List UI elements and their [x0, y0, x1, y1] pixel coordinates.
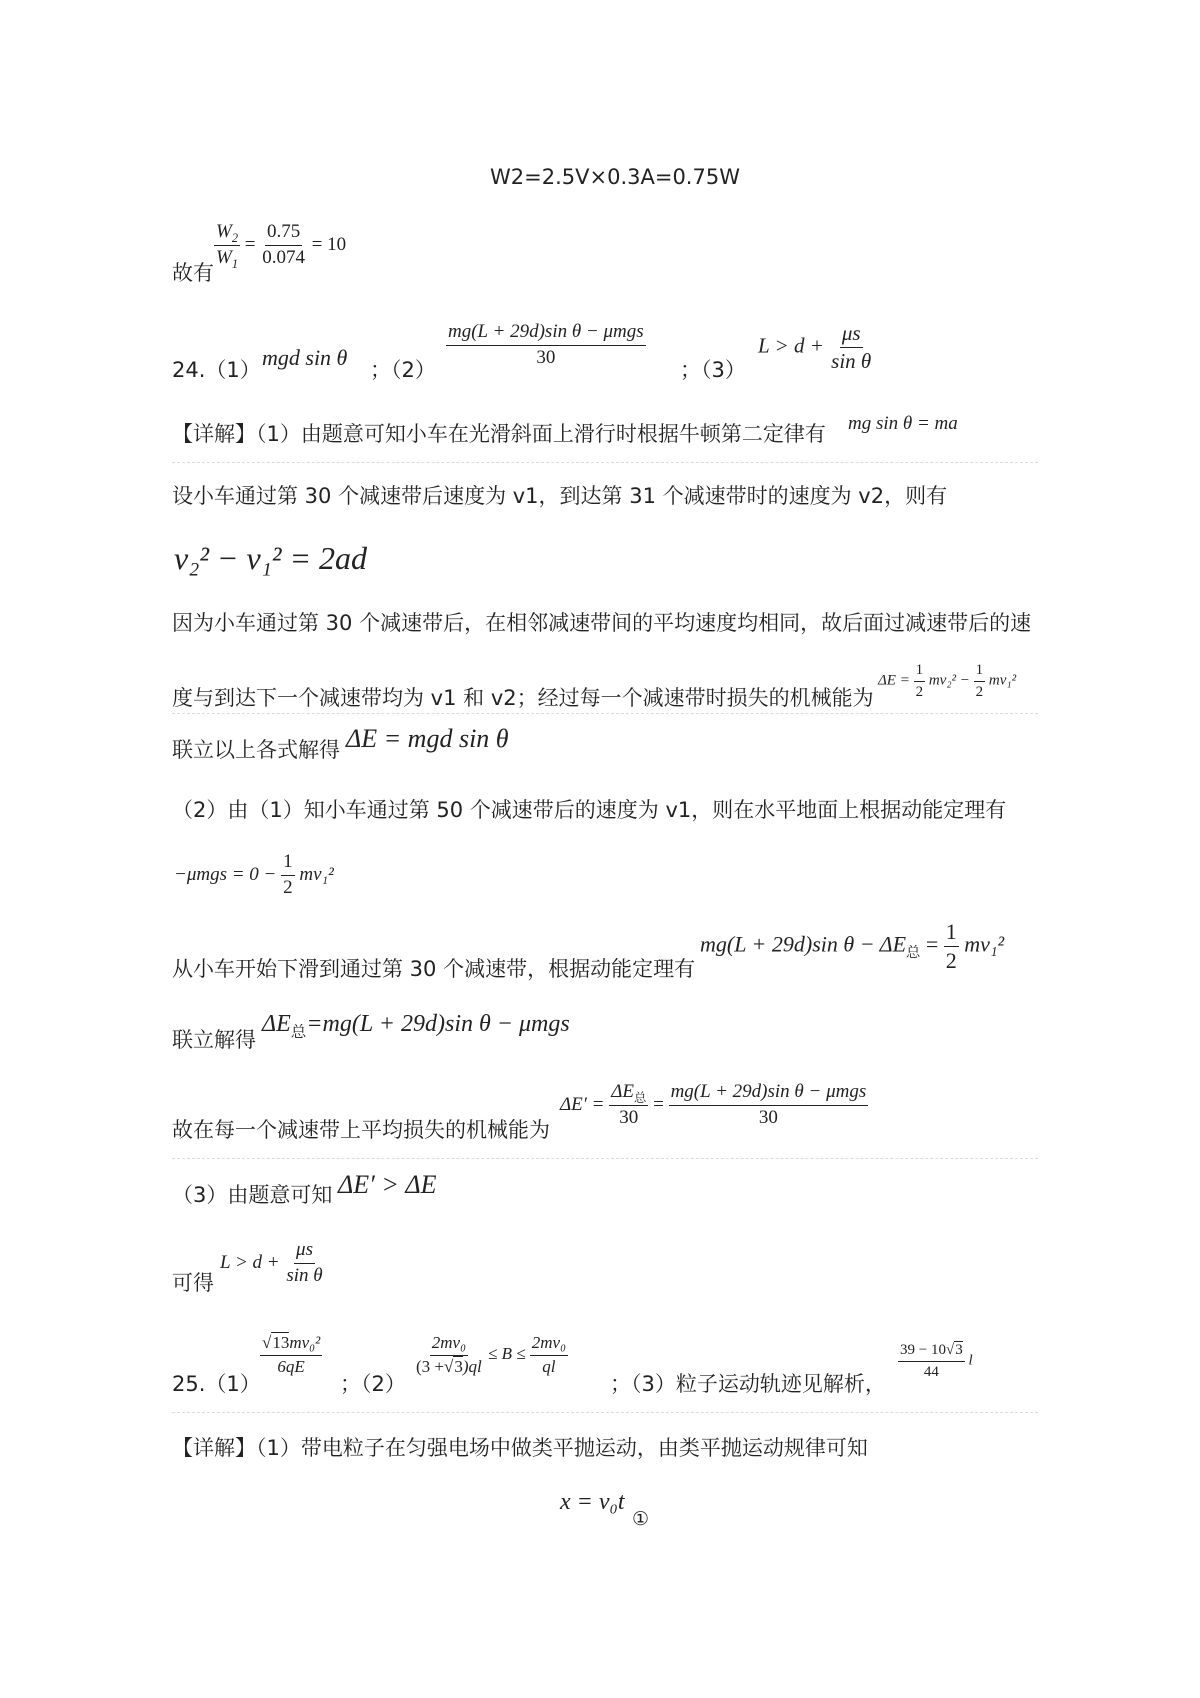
average-loss-equation: ΔE′ = $\frac{\Delta E_总}{30}$ = $\frac{\text{mg(L + 29d)sin θ − μmgs}}{30}$: [560, 1081, 867, 1128]
q25-answer-1: $\frac{\text{√13mv₀²}}{6qE}$: [262, 1333, 321, 1376]
separator: [172, 713, 1038, 714]
because-text: 因为小车通过第 30 个减速带后，在相邻减速带间的平均速度均相同，故后面过减速带后的速: [172, 611, 1032, 635]
set-velocity-text: 设小车通过第 30 个减速带后速度为 v1，到达第 31 个减速带时的速度为 v2，则有: [172, 484, 948, 508]
q25-answer-3: $\frac{39 - 10√3}{44}$ l: [900, 1342, 973, 1380]
q25-sep-3: ；（3）粒子运动轨迹见解析，: [610, 1372, 886, 1396]
x-equation: x = v₀t: [560, 1489, 625, 1515]
q24-sep-2: ；（2）: [370, 358, 436, 382]
delta-e-definition: ΔE = $\frac{1}{2}$ mv₂² − $\frac{1}{2}$ mv₁²: [878, 662, 1017, 700]
q24-answer-3: L > d + $\frac{\mu s}{\text{sin θ}}$: [758, 321, 872, 374]
ratio-equation: $\frac{W_2}{W_1}$ = $\frac{0.75}{0.074}$ = 10: [216, 221, 347, 271]
q25-sep-2: ；（2）: [340, 1372, 406, 1396]
total-loss-equation: $\Delta E_总=mg(L + 29d)\sin$ θ − μmgs: [262, 1011, 570, 1041]
q24-answer-1: mgd sin θ: [262, 345, 348, 370]
detail-24-intro: 【详解】（1）由题意可知小车在光滑斜面上滑行时根据牛顿第二定律有: [172, 422, 826, 446]
lianli-text-2: 联立解得: [172, 1028, 256, 1052]
circled-number-1: ①: [632, 1508, 650, 1530]
energy-theorem-equation: mg(L + 29d)sin $\theta - \Delta E_总$ = $\frac{1}{2}$ mv₁²: [700, 919, 1005, 974]
delta-e-result: ΔE = mgd sin θ: [346, 724, 509, 753]
ground-equation: −μmgs = 0 − $\frac{1}{2}$ mv₁²: [174, 851, 334, 898]
q25-label: 25.（1）: [172, 1372, 261, 1396]
w2-equation: W2=2.5V×0.3A=0.75W: [490, 165, 740, 189]
q24-label: 24.（1）: [172, 358, 261, 382]
guyou-label: 故有: [172, 261, 214, 285]
kinematics-equation: v₂² − v₁² = 2ad: [174, 540, 368, 576]
average-loss-text: 故在每一个减速带上平均损失的机械能为: [172, 1118, 550, 1142]
newton-equation: mg sin θ = ma: [848, 413, 958, 434]
part-3-text: （3）由题意可知: [172, 1183, 333, 1207]
part-2-text: （2）由（1）知小车通过第 50 个减速带后的速度为 v1，则在水平地面上根据动能定理有: [172, 798, 1007, 822]
separator: [172, 1158, 1038, 1159]
q24-answer-2: $\frac{\text{mg(L + 29d)sin θ − μmgs}}{30}$: [448, 321, 644, 368]
detail-25-intro: 【详解】（1）带电粒子在匀强电场中做类平抛运动，由类平抛运动规律可知: [172, 1436, 868, 1460]
speed-text: 度与到达下一个减速带均为 v1 和 v2；经过每一个减速带时损失的机械能为: [172, 686, 874, 710]
q24-sep-3: ；（3）: [680, 358, 746, 382]
separator: [172, 1412, 1038, 1413]
from-start-text: 从小车开始下滑到通过第 30 个减速带，根据动能定理有: [172, 957, 696, 981]
compare-equation: ΔE′ > ΔE: [338, 1170, 437, 1199]
separator: [172, 462, 1038, 463]
condition-equation: L > d + $\frac{\mu s}{\text{sin θ}}$: [220, 1239, 323, 1286]
lianli-text-1: 联立以上各式解得: [172, 738, 340, 762]
kede-label: 可得: [172, 1271, 214, 1295]
q25-answer-2: $\frac{\text{2mv₀}}{(3 +√3)ql}$ ≤ B ≤ $\frac{\text{2mv₀}}{ql}$: [416, 1333, 567, 1376]
